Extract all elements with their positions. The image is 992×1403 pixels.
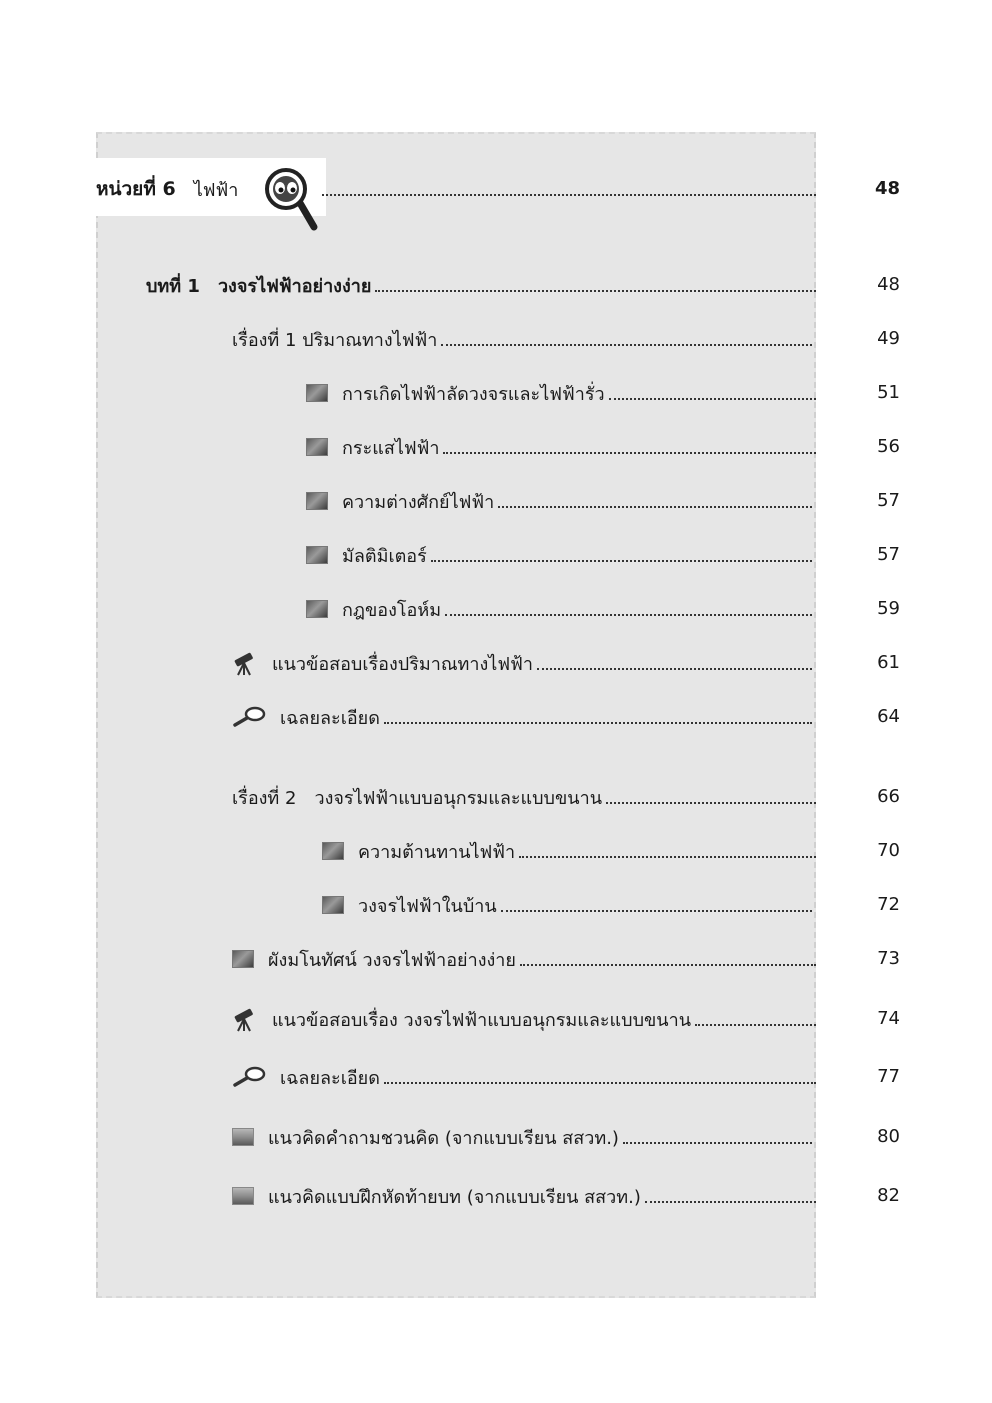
leader-dots xyxy=(441,344,812,346)
toc-unit-row[interactable] xyxy=(96,173,816,205)
leader-dots xyxy=(443,452,816,454)
thumbnail-icon xyxy=(306,492,328,510)
thumbnail-icon xyxy=(322,896,344,914)
leader-dots xyxy=(501,910,812,912)
entry-label: ผังมโนทัศน์ วงจรไฟฟ้าอย่างง่าย xyxy=(268,949,516,971)
entry-label: เฉลยละเอียด xyxy=(280,1067,380,1089)
toc-entry-topic-2[interactable] xyxy=(232,781,816,813)
toc-entry[interactable] xyxy=(232,943,816,975)
entry-page-number: 64 xyxy=(877,706,900,727)
magnifier-icon xyxy=(232,1066,266,1088)
telescope-icon xyxy=(232,650,258,676)
entry-label: วงจรไฟฟ้าในบ้าน xyxy=(358,895,497,917)
entry-label: วงจรไฟฟ้าแบบอนุกรมและแบบขนาน xyxy=(314,787,603,809)
entry-label: ความต้านทานไฟฟ้า xyxy=(358,841,516,863)
entry-label: กระแสไฟฟ้า xyxy=(342,437,440,459)
unit-leader-dots xyxy=(322,194,816,196)
chapter-label: บทที่ 1 xyxy=(146,275,200,297)
leader-dots xyxy=(384,1082,816,1084)
entry-page-number: 49 xyxy=(877,328,900,349)
entry-label: เฉลยละเอียด xyxy=(280,707,380,729)
toc-entry[interactable] xyxy=(232,701,812,733)
entry-page-number: 66 xyxy=(877,786,900,807)
toc-chapter-row[interactable] xyxy=(146,269,816,301)
leader-dots xyxy=(384,722,812,724)
toc-entry[interactable] xyxy=(306,431,816,463)
toc-entry-topic-1[interactable] xyxy=(232,323,812,355)
entry-page-number: 61 xyxy=(877,652,900,673)
thumbnail-icon xyxy=(306,600,328,618)
entry-page-number: 80 xyxy=(877,1126,900,1147)
photo-icon xyxy=(232,1128,254,1146)
entry-page-number: 74 xyxy=(877,1008,900,1029)
unit-label: หน่วยที่ 6 xyxy=(96,178,176,200)
leader-dots xyxy=(431,560,812,562)
leader-dots xyxy=(445,614,812,616)
magnifier-icon xyxy=(232,706,266,728)
leader-dots xyxy=(623,1142,812,1144)
entry-label: แนวข้อสอบเรื่อง วงจรไฟฟ้าแบบอนุกรมและแบบขนาน xyxy=(272,1009,692,1031)
entry-label: มัลติมิเตอร์ xyxy=(342,545,427,567)
toc-entry[interactable] xyxy=(232,1061,816,1093)
entry-label: ความต่างศักย์ไฟฟ้า xyxy=(342,491,495,513)
entry-page-number: 70 xyxy=(877,840,900,861)
toc-entry[interactable] xyxy=(232,647,812,679)
entry-page-number: 59 xyxy=(877,598,900,619)
entry-page-number: 82 xyxy=(877,1185,900,1206)
unit-title: ไฟฟ้า xyxy=(193,179,239,201)
entry-page-number: 51 xyxy=(877,382,900,403)
toc-entry[interactable] xyxy=(232,1121,812,1153)
toc-entry[interactable] xyxy=(306,593,812,625)
thumbnail-icon xyxy=(306,438,328,456)
entry-label: แนวข้อสอบเรื่องปริมาณทางไฟฟ้า xyxy=(272,653,533,675)
chapter-page-number: 48 xyxy=(877,274,900,295)
entry-label: แนวคิดแบบฝึกหัดท้ายบท (จากแบบเรียน สสวท.) xyxy=(268,1186,641,1208)
thumbnail-icon xyxy=(306,546,328,564)
toc-entry[interactable] xyxy=(306,485,812,517)
photo-icon xyxy=(232,1187,254,1205)
leader-dots xyxy=(498,506,812,508)
entry-page-number: 73 xyxy=(877,948,900,969)
telescope-icon xyxy=(232,1006,258,1032)
leader-dots xyxy=(609,398,816,400)
entry-label: แนวคิดคำถามชวนคิด (จากแบบเรียน สสวท.) xyxy=(268,1127,619,1149)
chapter-leader-dots xyxy=(375,290,816,292)
toc-entry[interactable] xyxy=(306,539,812,571)
thumbnail-icon xyxy=(322,842,344,860)
thumbnail-icon xyxy=(306,384,328,402)
toc-entry[interactable] xyxy=(306,377,816,409)
leader-dots xyxy=(519,856,816,858)
toc-entry[interactable] xyxy=(322,835,816,867)
leader-dots xyxy=(537,668,812,670)
leader-dots xyxy=(695,1024,816,1026)
entry-page-number: 72 xyxy=(877,894,900,915)
entry-page-number: 57 xyxy=(877,490,900,511)
entry-label: การเกิดไฟฟ้าลัดวงจรและไฟฟ้ารั่ว xyxy=(342,383,605,405)
leader-dots xyxy=(520,964,816,966)
chapter-title: วงจรไฟฟ้าอย่างง่าย xyxy=(217,275,372,297)
entry-page-number: 57 xyxy=(877,544,900,565)
entry-page-number: 56 xyxy=(877,436,900,457)
thumbnail-icon xyxy=(232,950,254,968)
magnifier-eyes-icon xyxy=(262,167,322,233)
entry-label-prefix: เรื่องที่ 2 xyxy=(232,787,297,809)
unit-page-number: 48 xyxy=(874,178,900,199)
entry-page-number: 77 xyxy=(877,1066,900,1087)
toc-entry[interactable] xyxy=(232,1180,816,1212)
entry-label: กฎของโอห์ม xyxy=(342,599,442,621)
entry-label: เรื่องที่ 1 ปริมาณทางไฟฟ้า xyxy=(232,329,438,351)
toc-entry[interactable] xyxy=(322,889,812,921)
toc-entry[interactable] xyxy=(232,1003,816,1035)
leader-dots xyxy=(606,802,816,804)
leader-dots xyxy=(645,1201,816,1203)
